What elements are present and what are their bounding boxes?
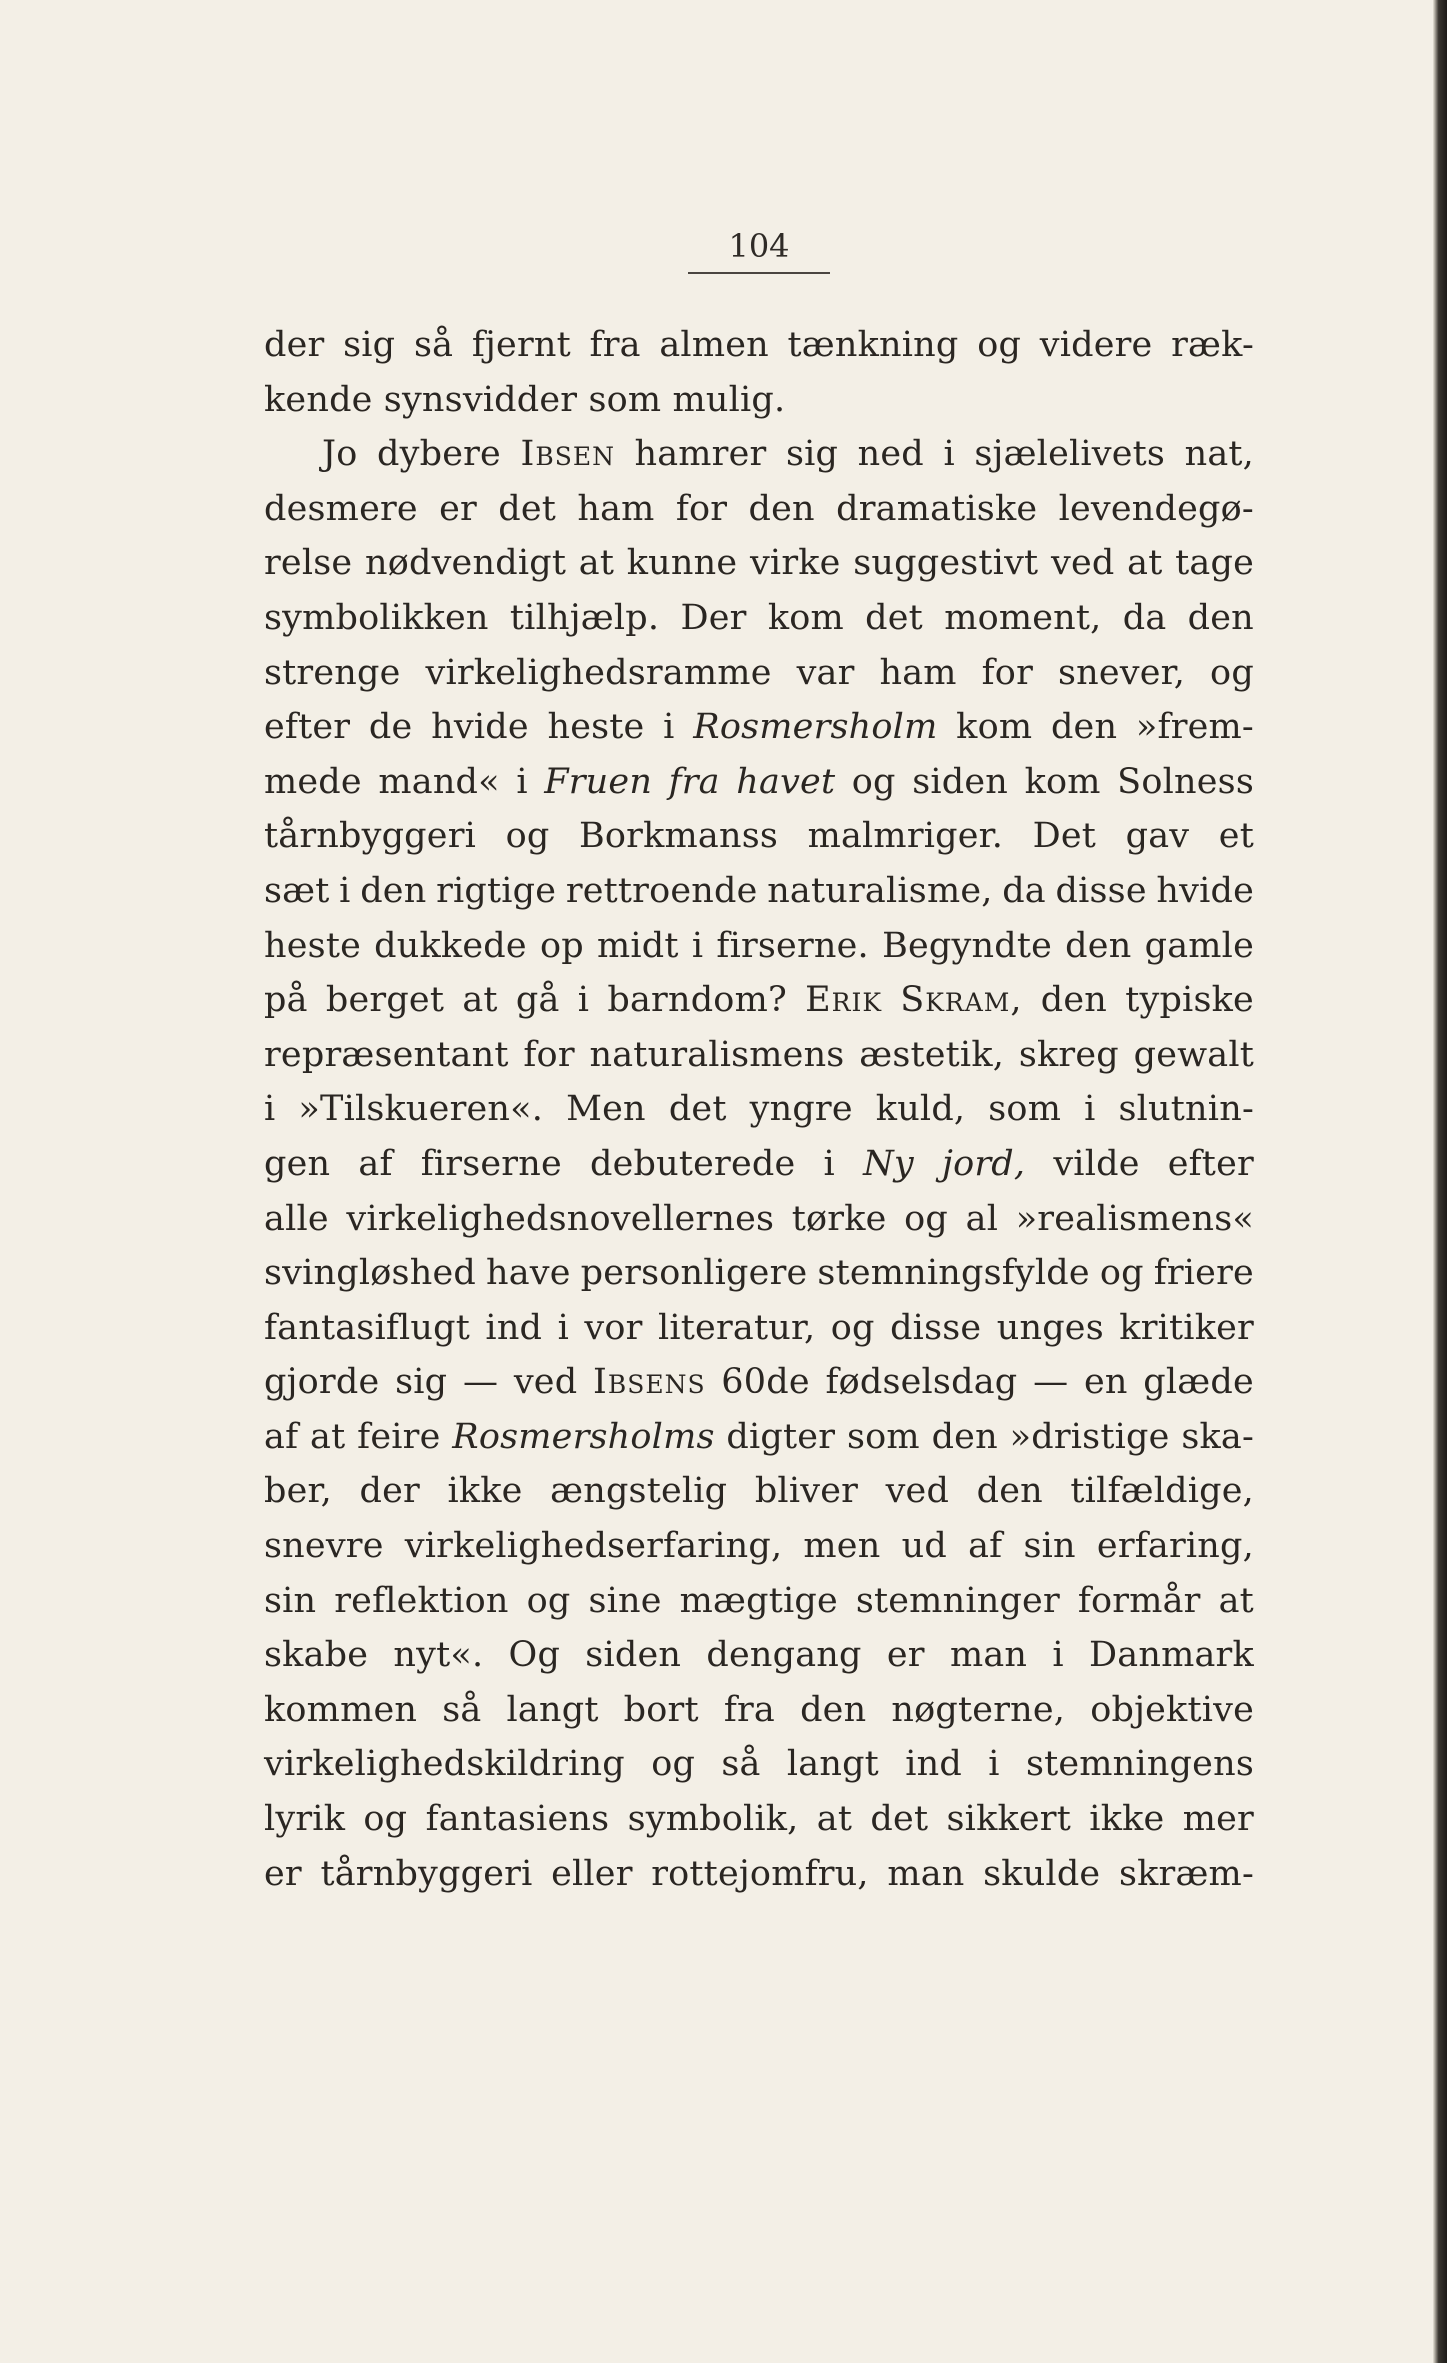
word: midt: [597, 925, 679, 966]
word: skræm-: [1118, 1853, 1254, 1894]
word: firserne: [420, 1143, 562, 1184]
word: digter: [726, 1416, 836, 1457]
word: slutnin-: [1118, 1089, 1254, 1130]
word: tage: [1175, 543, 1254, 584]
word: nødvendigt: [364, 543, 567, 584]
text-line: [264, 1137, 1254, 1192]
word: barndom?: [607, 980, 787, 1021]
word: den: [1065, 925, 1132, 966]
word: i: [988, 1744, 1000, 1785]
text-line: [264, 1464, 1254, 1519]
word: for: [675, 488, 728, 529]
word: og: [505, 816, 550, 857]
word: feire: [357, 1416, 441, 1457]
word: desmere: [264, 488, 418, 529]
word: ræk-: [1171, 325, 1254, 365]
word: objektive: [1090, 1689, 1254, 1730]
word: af: [264, 1416, 299, 1457]
word: suggestivt: [853, 543, 1039, 584]
word: formår: [1077, 1580, 1201, 1621]
word: efter: [264, 707, 351, 748]
word: sin: [264, 1580, 317, 1621]
word: er: [439, 488, 477, 529]
text-line: [264, 919, 1254, 974]
word: strenge: [264, 652, 401, 693]
word: jord,: [942, 1143, 1026, 1184]
word: men: [803, 1526, 881, 1567]
word: de: [368, 707, 413, 748]
word: ikke: [1089, 1799, 1165, 1840]
word: ber,: [264, 1471, 332, 1512]
word: —: [462, 1362, 499, 1403]
word: fjernt: [471, 325, 571, 365]
word: i: [339, 870, 351, 911]
text-line: [264, 1246, 1254, 1301]
text-line: [264, 973, 1254, 1028]
word: sig: [395, 1362, 448, 1403]
word: i: [577, 980, 590, 1021]
word: Der: [680, 597, 747, 638]
text-line: [264, 1028, 1254, 1083]
word: ind: [485, 1307, 543, 1348]
word: efter: [1167, 1143, 1254, 1184]
word: glæde: [1143, 1362, 1254, 1403]
word: lyrik: [264, 1799, 346, 1840]
word: det: [668, 1089, 727, 1130]
word: disse: [890, 1307, 982, 1348]
text-line: [264, 427, 1254, 482]
word: tørke: [791, 1198, 887, 1239]
word: sig: [343, 325, 396, 365]
word: mulig.: [672, 379, 786, 420]
word: fantasiens: [425, 1799, 610, 1840]
word: i: [264, 1089, 276, 1130]
word: mægtige: [679, 1580, 838, 1621]
word: i: [663, 707, 675, 748]
word: »frem-: [1135, 707, 1254, 748]
word: langt: [786, 1744, 879, 1785]
word: ska-: [1181, 1416, 1254, 1457]
word: Og: [508, 1635, 561, 1676]
word: fra: [668, 761, 720, 802]
word: af: [358, 1143, 393, 1184]
word: dengang: [706, 1635, 862, 1676]
word: rigtige: [436, 870, 557, 911]
word: Rosmersholms: [452, 1416, 715, 1457]
word: af: [968, 1526, 1003, 1567]
word: Solness: [1117, 761, 1254, 802]
word: eller: [551, 1853, 633, 1894]
word: virkelighedsnovellernes: [346, 1198, 775, 1239]
word: fødselsdag: [825, 1362, 1018, 1403]
word: ham: [577, 488, 655, 529]
text-line: [264, 1192, 1254, 1247]
word: og: [651, 1744, 696, 1785]
word: den: [748, 488, 815, 529]
word: kom: [767, 597, 844, 638]
word: så: [442, 1689, 482, 1730]
word: alle: [264, 1198, 329, 1239]
word: reflektion: [334, 1580, 509, 1621]
word: at: [578, 543, 615, 584]
text-line: [264, 1628, 1254, 1683]
word: og: [977, 325, 1022, 365]
text-line: [264, 1082, 1254, 1137]
word: hvide: [431, 707, 529, 748]
word: snevre: [264, 1526, 384, 1567]
word: tilhjælp.: [509, 597, 660, 638]
word: Ibsens: [593, 1362, 706, 1403]
word: »realismens«: [1015, 1198, 1254, 1239]
text-line: [264, 1847, 1254, 1902]
word: ind: [905, 1744, 962, 1785]
word: er: [264, 1853, 302, 1894]
word: langt: [506, 1689, 599, 1730]
word: typiske: [1125, 980, 1254, 1021]
word: sine: [588, 1580, 662, 1621]
word: gjorde: [264, 1362, 380, 1403]
word: kuld,: [875, 1089, 966, 1130]
word: nyt«.: [393, 1635, 484, 1676]
word: virkelighedskildring: [264, 1744, 625, 1785]
word: yngre: [749, 1089, 853, 1130]
word: og: [1099, 1253, 1144, 1294]
word: nøgterne,: [891, 1689, 1066, 1730]
text-line: [264, 809, 1254, 864]
text-line: [264, 1519, 1254, 1574]
word: på: [264, 980, 308, 1021]
word: firserne.: [716, 925, 869, 966]
word: videre: [1039, 325, 1153, 365]
word: —: [1033, 1362, 1069, 1403]
word: da: [1122, 597, 1167, 638]
word: mand«: [378, 761, 500, 802]
word: sig: [785, 434, 839, 475]
text-line: [264, 1737, 1254, 1792]
word: Ny: [863, 1143, 914, 1184]
word: i: [557, 1307, 569, 1348]
word: Erik: [805, 980, 883, 1021]
word: og: [830, 1307, 875, 1348]
word: literatur,: [657, 1307, 816, 1348]
word: svingløshed: [264, 1253, 476, 1294]
word: »Tilskueren«.: [298, 1089, 544, 1130]
word: var: [796, 652, 855, 693]
word: sæt: [264, 870, 330, 911]
word: ængstelig: [550, 1471, 728, 1512]
text-line: [264, 755, 1254, 810]
word: i: [943, 434, 955, 475]
word: bort: [623, 1689, 699, 1730]
word: i: [691, 925, 704, 966]
page-header: [688, 228, 830, 274]
word: den: [800, 1689, 867, 1730]
word: at: [1218, 1580, 1254, 1621]
word: dukkede: [374, 925, 527, 966]
text-line: [264, 1410, 1254, 1465]
word: dramatiske: [836, 488, 1038, 529]
word: siden: [585, 1635, 682, 1676]
word: friere: [1153, 1253, 1254, 1294]
page-edge: [1433, 0, 1447, 2363]
word: naturalisme,: [767, 870, 993, 911]
word: symbolik,: [627, 1799, 799, 1840]
word: kunne: [626, 543, 738, 584]
word: stemninger: [855, 1580, 1060, 1621]
word: virkelighedsramme: [425, 652, 772, 693]
word: gewalt: [1133, 1034, 1254, 1075]
word: ud: [901, 1526, 947, 1567]
word: skabe: [264, 1635, 369, 1676]
word: da: [1002, 870, 1046, 911]
word: nat,: [1184, 434, 1254, 475]
word: i: [1052, 1635, 1064, 1676]
word: synsvidder: [383, 379, 578, 420]
word: sin: [1023, 1526, 1076, 1567]
word: og: [904, 1198, 949, 1239]
word: som: [588, 379, 662, 420]
word: kende: [264, 379, 373, 420]
word: æstetik,: [859, 1034, 1005, 1075]
word: rottejomfru,: [651, 1853, 869, 1894]
text-line: [264, 1792, 1254, 1847]
word: og: [363, 1799, 408, 1840]
word: naturalismens: [589, 1034, 845, 1075]
word: det: [498, 488, 557, 529]
word: ham: [879, 652, 957, 693]
text-line: [264, 646, 1254, 701]
word: have: [485, 1253, 571, 1294]
word: ned: [857, 434, 924, 475]
page-number: 104: [728, 227, 790, 265]
word: vilde: [1053, 1143, 1140, 1184]
word: Rosmersholm: [693, 707, 938, 748]
word: Danmark: [1089, 1635, 1254, 1676]
word: symbolikken: [264, 597, 489, 638]
word: personligere: [580, 1253, 808, 1294]
text-line: [264, 318, 1254, 373]
word: disse: [1055, 870, 1147, 911]
word: tårnbyggeri: [264, 816, 477, 857]
word: at: [816, 1799, 853, 1840]
word: der: [359, 1471, 420, 1512]
text-line: [264, 482, 1254, 537]
word: den: [360, 870, 427, 911]
word: og: [526, 1580, 571, 1621]
word: »dristige: [1009, 1416, 1170, 1457]
word: for: [981, 652, 1034, 693]
word: bliver: [754, 1471, 859, 1512]
body-text: [264, 318, 1254, 1901]
word: erfaring,: [1096, 1526, 1254, 1567]
word: at: [462, 980, 498, 1021]
word: relse: [264, 543, 353, 584]
word: mer: [1182, 1799, 1254, 1840]
word: i: [516, 761, 528, 802]
word: så: [721, 1744, 761, 1785]
word: gå: [515, 980, 560, 1021]
word: berget: [325, 980, 445, 1021]
word: i: [823, 1143, 835, 1184]
text-line: [264, 700, 1254, 755]
text-line: [264, 373, 1254, 428]
word: og: [851, 761, 896, 802]
word: almen: [659, 325, 769, 365]
word: virke: [749, 543, 841, 584]
word: Men: [566, 1089, 646, 1130]
word: at: [310, 1416, 346, 1457]
word: op: [539, 925, 584, 966]
word: Skram,: [900, 980, 1023, 1021]
word: heste: [547, 707, 645, 748]
word: Begyndte: [882, 925, 1052, 966]
word: siden: [912, 761, 1009, 802]
word: den: [931, 1416, 998, 1457]
word: og: [1210, 652, 1254, 693]
word: levendegø-: [1058, 488, 1254, 529]
word: et: [1218, 816, 1254, 857]
word: gav: [1125, 816, 1190, 857]
word: kommen: [264, 1689, 418, 1730]
text-line: [264, 864, 1254, 919]
word: fantasiflugt: [264, 1307, 471, 1348]
word: rettroende: [565, 870, 758, 911]
word: fra: [589, 325, 641, 365]
word: ved: [1050, 543, 1115, 584]
word: tilfældige,: [1070, 1471, 1254, 1512]
word: Jo: [322, 434, 358, 475]
word: at: [1127, 543, 1163, 584]
word: kom: [956, 707, 1033, 748]
text-line: [264, 536, 1254, 591]
word: gamle: [1144, 925, 1254, 966]
word: kom: [1024, 761, 1101, 802]
word: hamrer: [634, 434, 767, 475]
word: hvide: [1156, 870, 1254, 911]
word: havet: [736, 761, 836, 802]
text-line: [264, 1683, 1254, 1738]
word: den: [1040, 980, 1107, 1021]
page-number-rule: [688, 272, 830, 274]
word: skreg: [1018, 1034, 1119, 1075]
word: man: [887, 1853, 965, 1894]
word: stemningsfylde: [817, 1253, 1090, 1294]
word: ved: [513, 1362, 578, 1403]
word: unges: [996, 1307, 1104, 1348]
word: virkelighedserfaring,: [404, 1526, 783, 1567]
word: i: [1084, 1089, 1096, 1130]
word: kritiker: [1119, 1307, 1254, 1348]
word: tænkning: [787, 325, 959, 365]
word: der: [264, 325, 325, 365]
word: al: [965, 1198, 999, 1239]
word: repræsentant: [264, 1034, 509, 1075]
word: fra: [723, 1689, 775, 1730]
word: Borkmanss: [578, 816, 779, 857]
word: den: [1187, 597, 1254, 638]
word: så: [413, 325, 454, 365]
word: sikkert: [946, 1799, 1071, 1840]
text-line: [264, 1301, 1254, 1356]
text-line: [264, 591, 1254, 646]
word: sjælelivets: [974, 434, 1166, 475]
word: det: [865, 597, 923, 638]
word: den: [976, 1471, 1043, 1512]
word: ikke: [447, 1471, 523, 1512]
word: Det: [1032, 816, 1097, 857]
word: tårnbyggeri: [320, 1853, 533, 1894]
word: som: [988, 1089, 1062, 1130]
word: ved: [885, 1471, 950, 1512]
word: den: [1050, 707, 1118, 748]
word: stemningens: [1025, 1744, 1254, 1785]
word: dybere: [377, 434, 501, 475]
word: man: [949, 1635, 1028, 1676]
word: skulde: [983, 1853, 1101, 1894]
word: gen: [264, 1143, 331, 1184]
word: mede: [264, 761, 362, 802]
word: vor: [584, 1307, 643, 1348]
word: snever,: [1057, 652, 1186, 693]
word: Ibsen: [520, 434, 615, 475]
word: som: [846, 1416, 920, 1457]
word: heste: [264, 925, 361, 966]
word: debuterede: [590, 1143, 796, 1184]
word: moment,: [944, 597, 1102, 638]
text-line: [264, 1355, 1254, 1410]
text-line: [264, 1574, 1254, 1629]
word: Fruen: [544, 761, 653, 802]
word: for: [523, 1034, 575, 1075]
word: en: [1083, 1362, 1128, 1403]
word: er: [886, 1635, 925, 1676]
word: malmriger.: [807, 816, 1004, 857]
word: 60de: [721, 1362, 810, 1403]
word: det: [870, 1799, 929, 1840]
